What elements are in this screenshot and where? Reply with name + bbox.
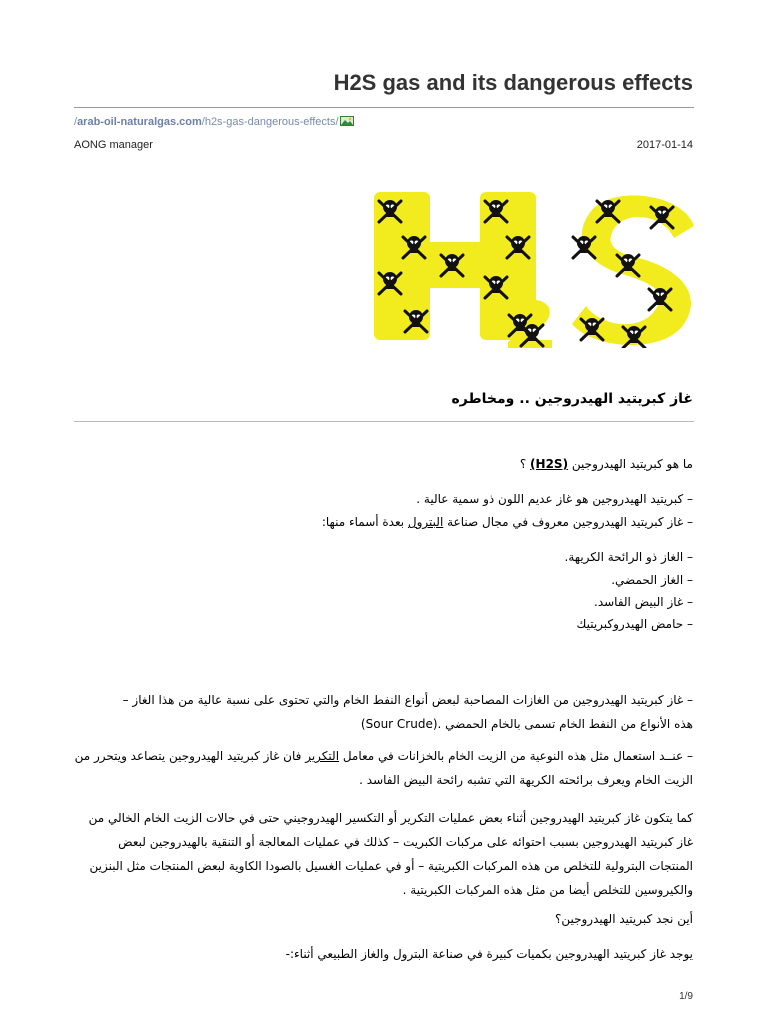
- author-name: AONG manager: [74, 139, 153, 151]
- article-title: H2S gas and its dangerous effects: [333, 70, 693, 95]
- name-item-1: – الغاز ذو الرائحة الكريهة.: [564, 550, 693, 564]
- paragraph-sour-crude: [74, 688, 693, 736]
- paragraph-refining-line-2: الزيت الخام ويعرف برائحته الكريهة التي تشبه رائحة البيض الفاسد .: [359, 773, 693, 787]
- refining-link[interactable]: التكرير: [305, 749, 340, 763]
- page-number: 1/9: [679, 991, 693, 1002]
- name-item-2: – الغاز الحمضي.: [611, 573, 693, 587]
- image-icon: [340, 116, 354, 126]
- paragraph-formation-line-1: كما يتكون غاز كبريتيد الهيدروجين أثناء بعض عمليات التكرير أو التكسير الهيدروجيني حتى في حالات الزيت الخام الخالي من: [88, 811, 693, 825]
- publish-date: 2017-01-14: [636, 139, 693, 151]
- title-divider: [74, 107, 694, 108]
- where-question: أين نجد كبريتيد الهيدروجين؟: [554, 912, 693, 926]
- paragraph-refining-text-a: – عنــد استعمال مثل هذه النوعية من الزيت الخام بالخزانات في معامل: [339, 749, 693, 763]
- paragraph-formation-line-4: والكيروسين للتخلص أيضا من مثل هذه المركبات الكبريتية .: [402, 883, 693, 897]
- petroleum-link[interactable]: البترول: [407, 515, 444, 529]
- definition-2-text-a: – غاز كبريتيد الهيدروجين معروف في مجال صناعة: [443, 515, 693, 529]
- definition-2: [322, 516, 693, 528]
- source-url[interactable]: [74, 116, 354, 128]
- heading-divider: [74, 421, 694, 422]
- url-prefix: /: [74, 116, 78, 128]
- paragraph-formation: [74, 806, 693, 902]
- h2s-hero-image: [372, 186, 696, 348]
- paragraph-refining-text-b: فان غاز كبريتيد الهيدروجين يتصاعد ويتحرر من: [74, 749, 306, 763]
- paragraph-refining-line-1: [74, 744, 693, 768]
- name-item-3: – غاز البيض الفاسد.: [594, 595, 693, 609]
- where-answer: يوجد غاز كبريتيد الهيدروجين بكميات كبيرة في صناعة البترول والغاز الطبيعي أثناء:-: [285, 947, 693, 961]
- paragraph-formation-line-3: المنتجات البترولية للتخلص من هذه المركبات الكبريتية – أو في عمليات الغسيل بالصودا الكاوية لبعض المنتجات مثل البنزين: [89, 859, 693, 873]
- article-heading: غاز كبريتيد الهيدروجين .. ومخاطره: [451, 391, 693, 407]
- definition-2-text-b: بعدة أسماء منها:: [321, 515, 408, 529]
- name-item-4: – حامض الهيدروكبريتيك: [576, 617, 693, 631]
- paragraph-formation-line-2: غاز كبريتيد الهيدروجين بسبب احتوائه على مركبات الكبريت – كذلك في عمليات المعالجة أو التنقية بالهيدروجين لبعض: [118, 835, 693, 849]
- definition-1: – كبريتيد الهيدروجين هو غاز عديم اللون ذو سمية عالية .: [416, 492, 693, 506]
- url-domain: arab-oil-naturalgas.com: [77, 116, 202, 128]
- paragraph-refining: [74, 744, 693, 792]
- question-text: ما هو كبريتيد الهيدروجين: [571, 457, 693, 471]
- question-abbr: (H2S): [530, 457, 569, 471]
- question-line: [520, 458, 693, 470]
- paragraph-sour-crude-line-1: – غاز كبريتيد الهيدروجين من الغازات المصاحبة لبعض أنواع النفط الخام والتي تحتوى على نسبة عالية من هذا الغاز –: [122, 693, 693, 707]
- paragraph-sour-crude-line-2: هذه الأنواع من النفط الخام تسمى بالخام الحمضي .(Sour Crude): [360, 717, 693, 731]
- question-mark: ؟: [519, 457, 527, 471]
- url-path: /h2s-gas-dangerous-effects/: [201, 116, 339, 128]
